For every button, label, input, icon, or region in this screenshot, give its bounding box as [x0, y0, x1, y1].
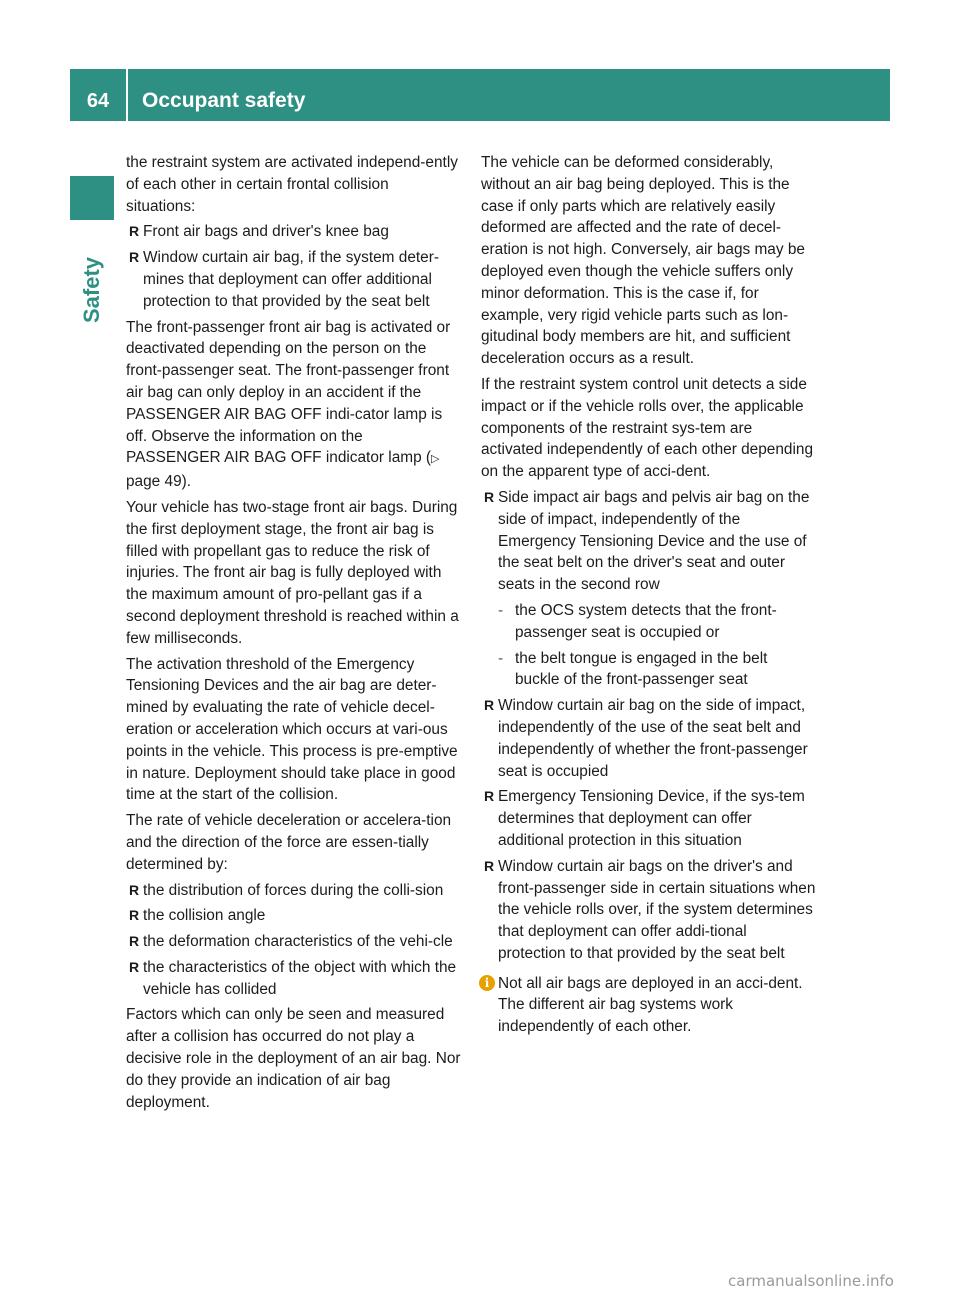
list-item: [126, 905, 461, 927]
bullet-icon: R: [484, 857, 495, 874]
side-tab-label: Safety: [79, 256, 104, 324]
bullet-icon: R: [129, 223, 140, 240]
list-item: [126, 880, 461, 902]
list-item-text: the collision angle: [143, 907, 266, 925]
paragraph-text: The front-passenger front air bag is activated or deactivated depending on the person on the front-passenger seat. The front-passenger front air bag can only deploy in an accident if the PASSENGER AIR BAG OFF indi-cator lamp is off. Observe the information on the PASSENGER AIR BAG OFF indicator lamp (: [126, 318, 451, 467]
list-item: [126, 931, 461, 953]
bullet-icon: R: [129, 249, 140, 266]
sub-list: [498, 600, 816, 691]
sub-list-item-text: the OCS system detects that the front-passenger seat is occupied or: [515, 601, 777, 641]
page-reference-link[interactable]: page 49: [126, 473, 182, 491]
paragraph: The rate of vehicle deceleration or accelera-tion and the direction of the force are essen-tially determined by:: [126, 812, 452, 873]
sub-list-item: [498, 648, 816, 692]
section-title: Occupant safety: [142, 89, 306, 112]
paragraph: [126, 317, 461, 493]
bullet-list: [126, 221, 461, 312]
bullet-icon: R: [484, 697, 495, 714]
header-divider: [126, 69, 128, 121]
bullet-icon: R: [129, 907, 140, 924]
paragraph: Factors which can only be seen and measured after a collision has occurred do not play a decisive role in the deployment of an air bag. Nor do they provide an indication of air bag deployment.: [126, 1006, 461, 1111]
paragraph: If the restraint system control unit detects a side impact or if the vehicle rolls over, the applicable components of the restraint sys-tem are activated independently of each other depending on the apparent type of acci-dent.: [481, 375, 814, 481]
paragraph: the restraint system are activated independ-ently of each other in certain frontal collision situations:: [126, 154, 458, 215]
list-item-text: Window curtain air bag on the side of impact, independently of the use of the seat belt and independently of whether the front-passenger seat is occupied: [498, 697, 808, 780]
list-item-text: Side impact air bags and pelvis air bag on the side of impact, independently of the Emergency Tensioning Device and the use of the seat belt on the driver's seat and outer seats in the second row: [498, 488, 810, 594]
sub-list-item: [498, 600, 816, 644]
list-item-text: the characteristics of the object with which the vehicle has collided: [143, 958, 457, 998]
list-item: [481, 695, 816, 782]
sub-list-item-text: the belt tongue is engaged in the belt buckle of the front-passenger seat: [515, 649, 768, 689]
bullet-icon: R: [129, 933, 140, 950]
list-item-text: Window curtain air bag, if the system deter-mines that deployment can offer additional protection to that provided by the seat belt: [143, 249, 439, 310]
page-number: 64: [86, 90, 110, 112]
watermark: carmanualsonline.info: [728, 1272, 894, 1290]
list-item-text: Window curtain air bags on the driver's and front-passenger side in certain situations when the vehicle rolls over, if the system determines that deployment can offer addi-tional protection to that provided by the seat belt: [498, 857, 816, 962]
paragraph-text: ).: [181, 473, 192, 491]
dash-icon: -: [498, 601, 504, 619]
side-tab: [60, 240, 124, 340]
list-item-text: Emergency Tensioning Device, if the sys-tem determines that deployment can offer additional protection in this situation: [498, 788, 805, 849]
info-icon: i: [479, 975, 495, 991]
paragraph: The activation threshold of the Emergency Tensioning Devices and the air bag are deter-mined by evaluating the rate of vehicle decel-eration or acceleration which occurs at vari-ous points in the vehicle. This process is pre-emptive in nature. Deployment should take place in good time at the start of the collision.: [126, 655, 458, 804]
list-item-text: Front air bags and driver's knee bag: [143, 223, 389, 241]
list-item: [481, 856, 816, 965]
list-item-text: the deformation characteristics of the vehi-cle: [143, 933, 453, 951]
info-note-text: Not all air bags are deployed in an acci-dent. The different air bag systems work independently of each other.: [498, 974, 803, 1036]
bullet-list: [481, 487, 816, 965]
bullet-list: [126, 880, 461, 1001]
side-tab-marker: [70, 176, 114, 220]
dash-icon: -: [498, 649, 504, 667]
info-note: [481, 973, 816, 1038]
list-item: [126, 247, 461, 312]
left-column: [126, 152, 461, 1117]
paragraph: Your vehicle has two-stage front air bags. During the first deployment stage, the front air bag is filled with propellant gas to reduce the risk of injuries. The front air bag is fully deployed with the maximum amount of pro-pellant gas if a second deployment threshold is reached within a few milliseconds.: [126, 498, 459, 647]
right-column: [481, 152, 816, 1038]
bullet-icon: R: [129, 958, 140, 975]
list-item: [126, 957, 461, 1001]
bullet-icon: R: [484, 788, 495, 805]
bullet-icon: R: [484, 488, 495, 505]
paragraph: The vehicle can be deformed considerably, without an air bag being deployed. This is the case if only parts which are relatively easily deformed are affected and the rate of decel-eration is not high. Conversely, air bags may be deployed even though the vehicle suffers only minor deformation. This is the case if, for example, very rigid vehicle parts such as lon-gitudinal body members are hit, and sufficient deceleration occurs as a result.: [481, 154, 805, 368]
page-reference-icon: ▷: [431, 453, 440, 466]
list-item: [126, 221, 461, 243]
bullet-icon: R: [129, 881, 140, 898]
list-item: [481, 487, 816, 691]
list-item-text: the distribution of forces during the colli-sion: [143, 881, 444, 899]
list-item: [481, 786, 816, 851]
